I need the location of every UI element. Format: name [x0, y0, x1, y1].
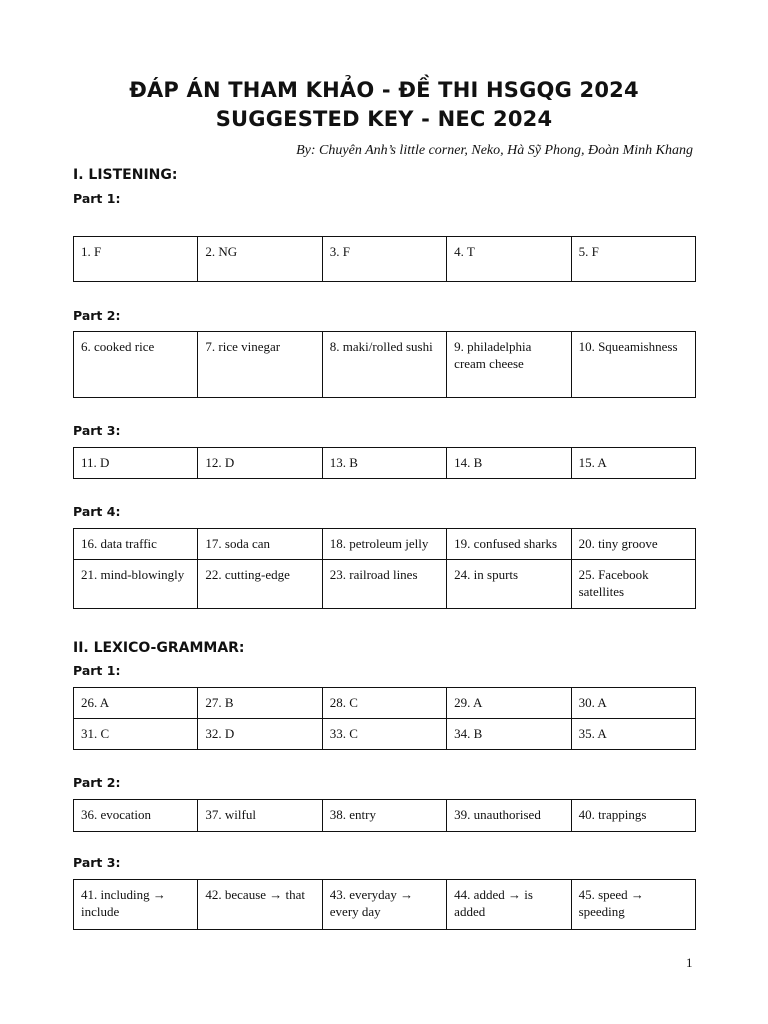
answer-cell: 42. because → that [198, 880, 322, 930]
answer-cell: 18. petroleum jelly [322, 529, 446, 560]
title-vietnamese: ĐÁP ÁN THAM KHẢO - ĐỀ THI HSGQG 2024 [129, 78, 639, 102]
part-label-lexico-1: Part 1: [73, 663, 121, 678]
table-row [74, 560, 696, 609]
answer-cell: 13. B [322, 448, 446, 479]
answer-cell: 17. soda can [198, 529, 322, 560]
answer-cell: 32. D [198, 719, 322, 750]
answer-cell: 27. B [198, 688, 322, 719]
answer-cell: 1. F [74, 237, 198, 282]
part-label-lexico-3: Part 3: [73, 855, 121, 870]
table-row [74, 237, 696, 282]
answer-cell: 6. cooked rice [74, 332, 198, 398]
table-row [74, 880, 696, 930]
answer-cell: 10. Squeamishness [571, 332, 695, 398]
answer-cell: 35. A [571, 719, 695, 750]
answer-cell: 11. D [74, 448, 198, 479]
answer-cell: 22. cutting-edge [198, 560, 322, 609]
table-row [74, 529, 696, 560]
answer-cell: 36. evocation [74, 800, 198, 832]
table-row [74, 719, 696, 750]
answer-table-lexico-3 [73, 879, 696, 930]
answer-cell: 39. unauthorised [447, 800, 571, 832]
answer-cell: 2. NG [198, 237, 322, 282]
answer-cell: 21. mind-blowingly [74, 560, 198, 609]
answer-cell: 23. railroad lines [322, 560, 446, 609]
section-heading-lexico-grammar: II. LEXICO-GRAMMAR: [73, 640, 245, 656]
answer-cell: 28. C [322, 688, 446, 719]
table-row [74, 332, 696, 398]
section-heading-listening: I. LISTENING: [73, 167, 178, 183]
part-label-listening-1: Part 1: [73, 191, 121, 206]
answer-cell: 33. C [322, 719, 446, 750]
answer-table-lexico-2 [73, 799, 696, 832]
answer-cell: 16. data traffic [74, 529, 198, 560]
answer-cell: 19. confused sharks [447, 529, 571, 560]
title-english: SUGGESTED KEY - NEC 2024 [215, 107, 553, 131]
answer-table-listening-4 [73, 528, 696, 609]
table-row [74, 688, 696, 719]
answer-cell: 7. rice vinegar [198, 332, 322, 398]
answer-cell: 15. A [571, 448, 695, 479]
answer-cell: 26. A [74, 688, 198, 719]
answer-table-lexico-1 [73, 687, 696, 750]
answer-cell: 34. B [447, 719, 571, 750]
table-row [74, 448, 696, 479]
part-label-listening-4: Part 4: [73, 504, 121, 519]
answer-cell: 9. philadelphia cream cheese [447, 332, 571, 398]
answer-cell: 14. B [447, 448, 571, 479]
answer-table-listening-3 [73, 447, 696, 479]
table-row [74, 800, 696, 832]
answer-cell: 31. C [74, 719, 198, 750]
answer-cell: 29. A [447, 688, 571, 719]
part-label-lexico-2: Part 2: [73, 775, 121, 790]
answer-cell: 24. in spurts [447, 560, 571, 609]
answer-cell: 20. tiny groove [571, 529, 695, 560]
answer-cell: 43. everyday → every day [322, 880, 446, 930]
answer-cell: 3. F [322, 237, 446, 282]
answer-cell: 5. F [571, 237, 695, 282]
answer-cell: 45. speed → speeding [571, 880, 695, 930]
page-number: 1 [686, 955, 693, 970]
answer-table-listening-1 [73, 236, 696, 282]
answer-cell: 12. D [198, 448, 322, 479]
byline: By: Chuyên Anh’s little corner, Neko, Hà Sỹ Phong, Đoàn Minh Khang [296, 143, 693, 158]
answer-cell: 25. Facebook satellites [571, 560, 695, 609]
answer-cell: 44. added → is added [447, 880, 571, 930]
answer-cell: 40. trappings [571, 800, 695, 832]
answer-cell: 41. including → include [74, 880, 198, 930]
answer-cell: 8. maki/rolled sushi [322, 332, 446, 398]
part-label-listening-2: Part 2: [73, 308, 121, 323]
answer-cell: 30. A [571, 688, 695, 719]
part-label-listening-3: Part 3: [73, 423, 121, 438]
answer-cell: 4. T [447, 237, 571, 282]
answer-cell: 37. wilful [198, 800, 322, 832]
answer-table-listening-2 [73, 331, 696, 398]
answer-cell: 38. entry [322, 800, 446, 832]
